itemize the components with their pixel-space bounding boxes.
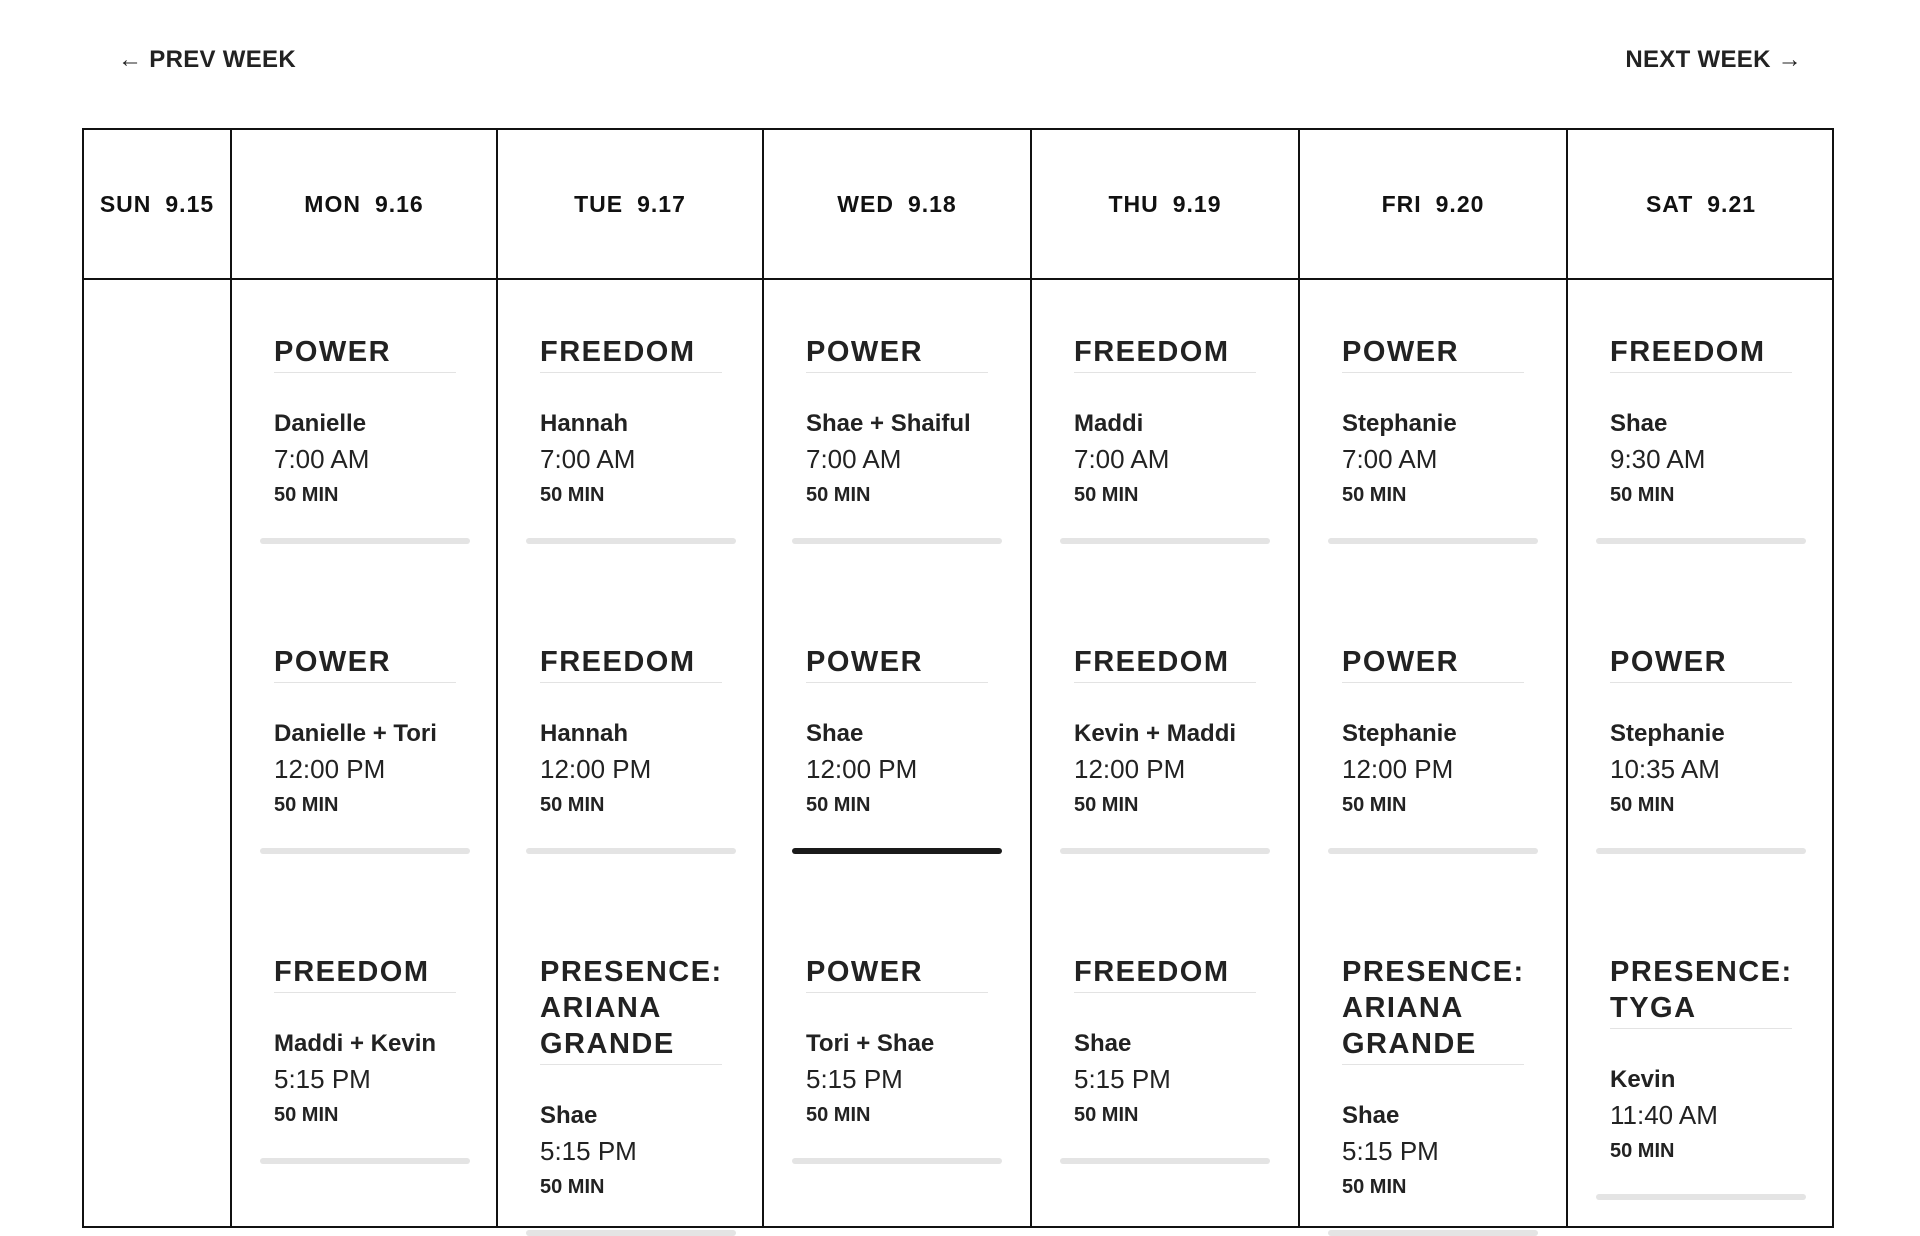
class-duration: 50 MIN (806, 794, 871, 816)
class-time: 12:00 PM (274, 754, 386, 784)
class-title: POWER (274, 646, 392, 678)
class-divider (540, 372, 722, 373)
class-instructor: Shae (1610, 410, 1668, 437)
day-of-week: FRI (1381, 190, 1422, 217)
class-title: FREEDOM (540, 336, 696, 368)
day-date: 9.17 (637, 190, 686, 217)
class-instructor: Stephanie (1342, 410, 1457, 437)
class-divider (1074, 682, 1256, 683)
selected-indicator (792, 848, 1002, 854)
class-duration: 50 MIN (540, 484, 605, 506)
class-instructor: Shae (1342, 1102, 1400, 1129)
class-divider (540, 1064, 722, 1065)
day-of-week: WED (837, 190, 894, 217)
card-underline (792, 1158, 1002, 1164)
class-duration: 50 MIN (1074, 484, 1139, 506)
class-time: 5:15 PM (540, 1136, 637, 1166)
class-title: FREEDOM (274, 956, 430, 988)
class-divider (274, 992, 456, 993)
day-column-tue (496, 130, 762, 1226)
class-instructor: Danielle (274, 410, 367, 437)
class-divider (1342, 1064, 1524, 1065)
class-instructor: Tori + Shae (806, 1030, 935, 1057)
class-duration: 50 MIN (1610, 794, 1675, 816)
day-header (232, 130, 496, 278)
class-title: POWER (274, 336, 392, 368)
prev-week-link[interactable]: ← PREV WEEK (118, 46, 296, 73)
day-of-week: MON (304, 190, 361, 217)
day-of-week: SUN (99, 190, 152, 217)
day-date: 9.19 (1172, 190, 1222, 217)
class-instructor: Maddi (1074, 410, 1144, 437)
class-duration: 50 MIN (274, 1104, 339, 1126)
card-underline (526, 538, 736, 544)
class-time: 5:15 PM (1074, 1064, 1171, 1094)
card-underline (260, 1158, 470, 1164)
class-instructor: Stephanie (1342, 720, 1457, 747)
day-column-mon (230, 130, 496, 1226)
day-date: 9.15 (165, 190, 215, 217)
card-underline (1328, 1230, 1538, 1236)
class-instructor: Hannah (540, 720, 629, 747)
day-header (498, 130, 762, 278)
card-underline (1060, 1158, 1270, 1164)
class-divider (806, 372, 988, 373)
class-time: 9:30 AM (1610, 444, 1706, 474)
day-column-thu (1030, 130, 1298, 1226)
class-time: 5:15 PM (806, 1064, 903, 1094)
class-divider (1074, 372, 1256, 373)
class-divider (540, 682, 722, 683)
card-underline (260, 538, 470, 544)
card-underline (526, 848, 736, 854)
class-title: POWER (1342, 646, 1460, 678)
class-time: 7:00 AM (1342, 444, 1438, 474)
class-title: POWER (1610, 646, 1728, 678)
schedule-grid (82, 128, 1834, 1228)
day-header (84, 130, 230, 278)
card-underline (792, 538, 1002, 544)
class-instructor: Shae (806, 720, 864, 747)
class-time: 12:00 PM (1074, 754, 1186, 784)
class-title: PRESENCE: ARIANA GRANDE (1342, 956, 1525, 1060)
class-divider (274, 372, 456, 373)
day-of-week: TUE (574, 190, 624, 217)
day-header (1300, 130, 1566, 278)
class-divider (1610, 682, 1792, 683)
class-duration: 50 MIN (540, 794, 605, 816)
day-date: 9.16 (374, 190, 424, 217)
class-title: POWER (1342, 336, 1460, 368)
day-column-wed (762, 130, 1030, 1226)
class-title: POWER (806, 336, 924, 368)
class-duration: 50 MIN (1342, 794, 1407, 816)
class-time: 5:15 PM (1342, 1136, 1439, 1166)
day-date: 9.21 (1707, 190, 1757, 217)
class-instructor: Kevin (1610, 1066, 1676, 1093)
class-duration: 50 MIN (806, 1104, 871, 1126)
day-column-fri (1298, 130, 1566, 1226)
class-instructor: Shae (540, 1102, 598, 1129)
class-title: FREEDOM (1074, 646, 1230, 678)
day-column-sun (84, 130, 230, 1226)
day-column-sat (1566, 130, 1834, 1226)
class-duration: 50 MIN (540, 1176, 605, 1198)
card-underline (260, 848, 470, 854)
class-instructor: Kevin + Maddi (1074, 720, 1237, 747)
day-of-week: THU (1108, 190, 1159, 217)
class-title: FREEDOM (1610, 336, 1766, 368)
card-underline (526, 1230, 736, 1236)
card-underline (1328, 538, 1538, 544)
class-divider (1610, 372, 1792, 373)
class-divider (1342, 372, 1524, 373)
day-header (1032, 130, 1298, 278)
class-title: PRESENCE: TYGA (1610, 956, 1793, 1024)
class-time: 7:00 AM (806, 444, 902, 474)
class-time: 12:00 PM (540, 754, 652, 784)
day-date: 9.20 (1435, 190, 1485, 217)
class-title: POWER (806, 956, 924, 988)
class-time: 7:00 AM (540, 444, 636, 474)
class-time: 7:00 AM (274, 444, 370, 474)
class-title: FREEDOM (1074, 336, 1230, 368)
class-time: 12:00 PM (806, 754, 918, 784)
class-time: 12:00 PM (1342, 754, 1454, 784)
class-divider (806, 682, 988, 683)
class-instructor: Stephanie (1610, 720, 1725, 747)
class-divider (806, 992, 988, 993)
day-date: 9.18 (907, 190, 957, 217)
class-divider (1610, 1028, 1792, 1029)
class-duration: 50 MIN (1610, 1140, 1675, 1162)
class-title: FREEDOM (540, 646, 696, 678)
card-underline (1596, 1194, 1806, 1200)
class-title: POWER (806, 646, 924, 678)
class-duration: 50 MIN (274, 794, 339, 816)
class-divider (1342, 682, 1524, 683)
card-underline (1596, 848, 1806, 854)
card-underline (1596, 538, 1806, 544)
day-of-week: SAT (1645, 190, 1694, 217)
class-time: 10:35 AM (1610, 754, 1720, 784)
card-underline (1328, 848, 1538, 854)
class-duration: 50 MIN (1342, 484, 1407, 506)
class-title: FREEDOM (1074, 956, 1230, 988)
class-instructor: Hannah (540, 410, 629, 437)
class-duration: 50 MIN (1610, 484, 1675, 506)
card-underline (1060, 538, 1270, 544)
class-duration: 50 MIN (806, 484, 871, 506)
class-time: 7:00 AM (1074, 444, 1170, 474)
class-time: 11:40 AM (1610, 1100, 1718, 1130)
class-duration: 50 MIN (1074, 1104, 1139, 1126)
class-duration: 50 MIN (274, 484, 339, 506)
class-instructor: Maddi + Kevin (274, 1030, 437, 1057)
next-week-link[interactable]: NEXT WEEK → (1625, 46, 1802, 73)
class-divider (274, 682, 456, 683)
class-instructor: Shae + Shaiful (806, 410, 971, 437)
day-header (764, 130, 1030, 278)
class-title: PRESENCE: ARIANA GRANDE (540, 956, 723, 1060)
class-time: 5:15 PM (274, 1064, 371, 1094)
card-underline (1060, 848, 1270, 854)
class-duration: 50 MIN (1342, 1176, 1407, 1198)
class-instructor: Shae (1074, 1030, 1132, 1057)
class-duration: 50 MIN (1074, 794, 1139, 816)
day-header (1568, 130, 1834, 278)
class-divider (1074, 992, 1256, 993)
class-instructor: Danielle + Tori (274, 720, 437, 747)
